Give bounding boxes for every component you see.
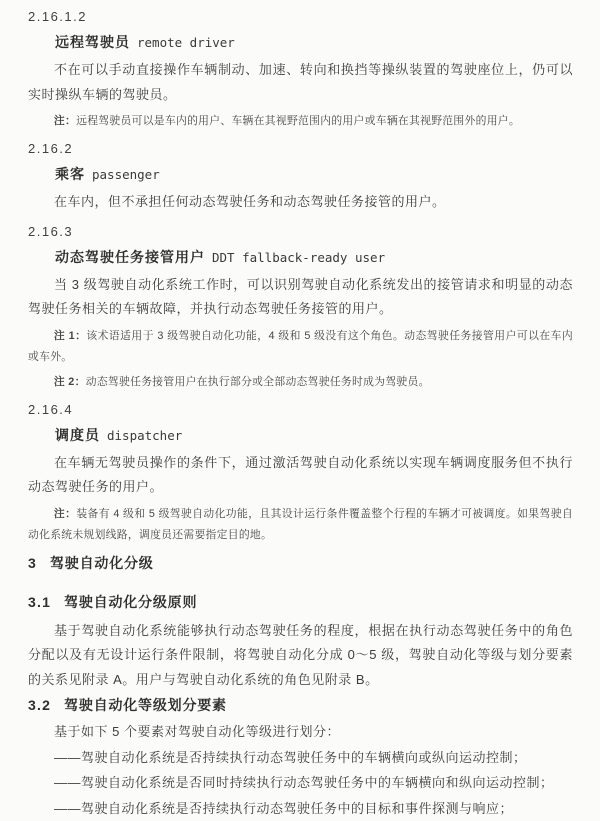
term-heading bbox=[28, 165, 573, 184]
term-zh: 调度员 bbox=[55, 427, 100, 443]
section-heading-3-2 bbox=[28, 696, 573, 715]
term-note bbox=[28, 504, 573, 546]
note-label: 注 2： bbox=[54, 376, 86, 388]
clause-number: 2.16.3 bbox=[28, 223, 573, 240]
note-text: 装备有 4 级和 5 级驾驶自动化功能，且其设计运行条件覆盖整个行程的车辆才可被调度。如果驾驶自动化系统未规划线路，调度员还需要指定目的地。 bbox=[28, 508, 573, 541]
clause-number: 2.16.4 bbox=[28, 401, 573, 418]
clause-number: 2.16.1.2 bbox=[28, 8, 573, 25]
section-body-3-1: 基于驾驶自动化系统能够执行动态驾驶任务的程度，根据在执行动态驾驶任务中的角色分配以及有无设计运行条件限制，将驾驶自动化分成 0～5 级，驾驶自动化等级与划分要素的关系见附录 A。用户与驾驶自动化系统的角色见附录 B。 bbox=[28, 619, 573, 693]
note-text: 远程驾驶员可以是车内的用户、车辆在其视野范围内的用户或车辆在其视野范围外的用户。 bbox=[76, 115, 520, 127]
section-number: 3.1 bbox=[28, 594, 51, 610]
chapter-heading bbox=[28, 554, 573, 573]
term-en: dispatcher bbox=[107, 428, 182, 443]
term-zh: 远程驾驶员 bbox=[55, 34, 130, 50]
term-note-1 bbox=[28, 326, 573, 368]
chapter-number: 3 bbox=[28, 555, 37, 571]
section-intro-3-2: 基于如下 5 个要素对驾驶自动化等级进行划分： bbox=[28, 720, 573, 745]
note-label: 注： bbox=[54, 115, 76, 127]
term-zh: 动态驾驶任务接管用户 bbox=[55, 249, 205, 265]
term-en: remote driver bbox=[137, 35, 235, 50]
term-note-2 bbox=[28, 372, 573, 393]
term-section-passenger bbox=[28, 140, 573, 215]
criterion-item-3: ——驾驶自动化系统是否持续执行动态驾驶任务中的目标和事件探测与响应； bbox=[28, 796, 573, 821]
note-label: 注： bbox=[54, 508, 76, 520]
term-definition: 在车辆无驾驶员操作的条件下，通过激活驾驶自动化系统以实现车辆调度服务但不执行动态驾驶任务的用户。 bbox=[28, 451, 573, 500]
term-section-dispatcher bbox=[28, 401, 573, 546]
note-text: 动态驾驶任务接管用户在执行部分或全部动态驾驶任务时成为驾驶员。 bbox=[86, 376, 430, 388]
term-section-ddt-fallback-ready-user bbox=[28, 223, 573, 393]
criterion-item-1: ——驾驶自动化系统是否持续执行动态驾驶任务中的车辆横向或纵向运动控制； bbox=[28, 745, 573, 771]
term-note bbox=[28, 111, 573, 132]
term-definition: 当 3 级驾驶自动化系统工作时，可以识别驾驶自动化系统发出的接管请求和明显的动态驾驶任务相关的车辆故障，并执行动态驾驶任务接管的用户。 bbox=[28, 273, 573, 322]
note-label: 注 1： bbox=[54, 330, 86, 342]
criterion-item-2: ——驾驶自动化系统是否同时持续执行动态驾驶任务中的车辆横向和纵向运动控制； bbox=[28, 770, 573, 796]
term-definition: 不在可以手动直接操作车辆制动、加速、转向和换挡等操纵装置的驾驶座位上，仍可以实时操纵车辆的驾驶员。 bbox=[28, 58, 573, 107]
term-en: DDT fallback-ready user bbox=[212, 250, 385, 265]
note-text: 该术语适用于 3 级驾驶自动化功能，4 级和 5 级没有这个角色。动态驾驶任务接管用户可以在车内或车外。 bbox=[28, 330, 573, 363]
term-section-remote-driver bbox=[28, 8, 573, 132]
term-heading bbox=[28, 248, 573, 267]
chapter-title: 驾驶自动化分级 bbox=[50, 555, 154, 571]
term-definition: 在车内，但不承担任何动态驾驶任务和动态驾驶任务接管的用户。 bbox=[28, 190, 573, 215]
term-heading bbox=[28, 426, 573, 445]
term-heading bbox=[28, 33, 573, 52]
term-zh: 乘客 bbox=[55, 166, 85, 182]
clause-number: 2.16.2 bbox=[28, 140, 573, 157]
section-heading-3-1 bbox=[28, 593, 573, 612]
term-en: passenger bbox=[92, 167, 160, 182]
section-number: 3.2 bbox=[28, 697, 51, 713]
section-title: 驾驶自动化等级划分要素 bbox=[64, 697, 227, 713]
section-title: 驾驶自动化分级原则 bbox=[64, 594, 197, 610]
